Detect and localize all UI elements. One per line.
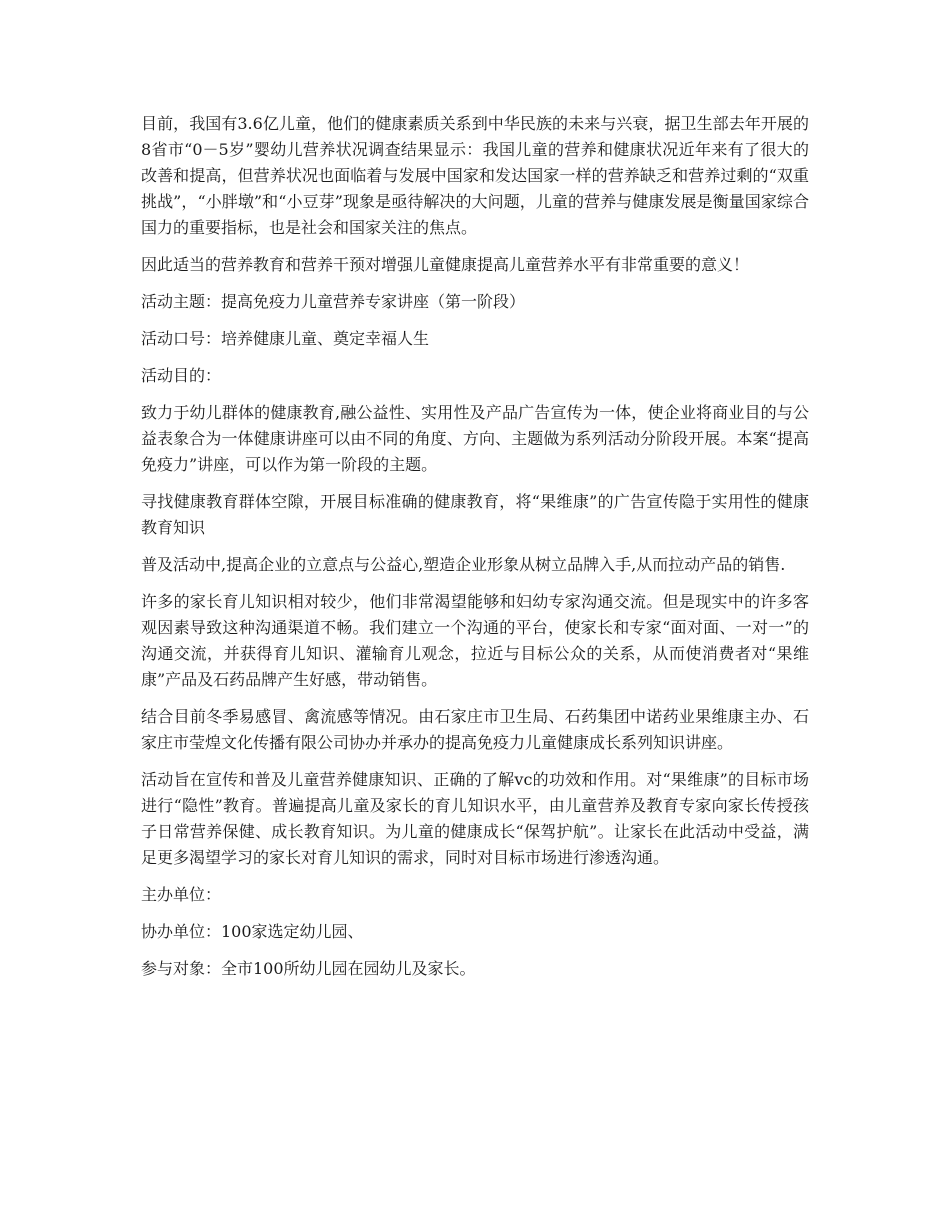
paragraph-purpose-3: 普及活动中,提高企业的立意点与公益心,塑造企业形象从树立品牌入手,从而拉动产品的销售. bbox=[141, 555, 786, 574]
paragraph-activity-theme: 活动主题：提高免疫力儿童营养专家讲座（第一阶段） bbox=[141, 292, 526, 311]
paragraph-purpose-4: 许多的家长育儿知识相对较少，他们非常渴望能够和妇幼专家沟通交流。但是现实中的许多客观因素导致这种沟通渠道不畅。我们建立一个沟通的平台，使家长和专家“面对面、一对一”的沟通交流，并获得育儿知识、灌输育儿观念，拉近与目标公众的关系，从而使消费者对“果维康”产品及石药品牌产生好感，带动销售。 bbox=[141, 592, 809, 689]
paragraph-co-organizer: 协办单位：100家选定幼儿园、 bbox=[141, 922, 364, 941]
paragraph-organizer: 主办单位： bbox=[141, 885, 222, 904]
paragraph-participants: 参与对象：全市100所幼儿园在园幼儿及家长。 bbox=[141, 959, 476, 978]
paragraph-significance: 因此适当的营养教育和营养干预对增强儿童健康提高儿童营养水平有非常重要的意义！ bbox=[141, 255, 750, 274]
document-body bbox=[141, 111, 809, 993]
paragraph-purpose-1: 致力于幼儿群体的健康教育,融公益性、实用性及产品广告宣传为一体，使企业将商业目的与公益表象合为一体健康讲座可以由不同的角度、方向、主题做为系列活动分阶段开展。本案“提高免疫力”讲座，可以作为第一阶段的主题。 bbox=[141, 403, 809, 474]
paragraph-intro: 目前，我国有3.6亿儿童，他们的健康素质关系到中华民族的未来与兴衰，据卫生部去年开展的8省市“0－5岁”婴幼儿营养状况调查结果显示：我国儿童的营养和健康状况近年来有了很大的改善和提高，但营养状况也面临着与发展中国家和发达国家一样的营养缺乏和营养过剩的“双重挑战”，“小胖墩”和“小豆芽”现象是亟待解决的大问题，儿童的营养与健康发展是衡量国家综合国力的重要指标，也是社会和国家关注的焦点。 bbox=[141, 114, 809, 237]
paragraph-purpose-2: 寻找健康教育群体空隙，开展目标准确的健康教育，将“果维康”的广告宣传隐于实用性的健康教育知识 bbox=[141, 492, 809, 537]
paragraph-activity-aim: 活动旨在宣传和普及儿童营养健康知识、正确的了解vc的功效和作用。对“果维康”的目标市场进行“隐性”教育。普遍提高儿童及家长的育儿知识水平，由儿童营养及教育专家向家长传授孩子日常营养保健、成长教育知识。为儿童的健康成长“保驾护航”。让家长在此活动中受益，满足更多渴望学习的家长对育儿知识的需求，同时对目标市场进行渗透沟通。 bbox=[141, 770, 809, 867]
paragraph-background: 结合目前冬季易感冒、禽流感等情况。由石家庄市卫生局、石药集团中诺药业果维康主办、石家庄市莹煌文化传播有限公司协办并承办的提高免疫力儿童健康成长系列知识讲座。 bbox=[141, 707, 809, 752]
paragraph-activity-slogan: 活动口号：培养健康儿童、奠定幸福人生 bbox=[141, 329, 430, 348]
paragraph-activity-purpose-heading: 活动目的： bbox=[141, 366, 222, 385]
